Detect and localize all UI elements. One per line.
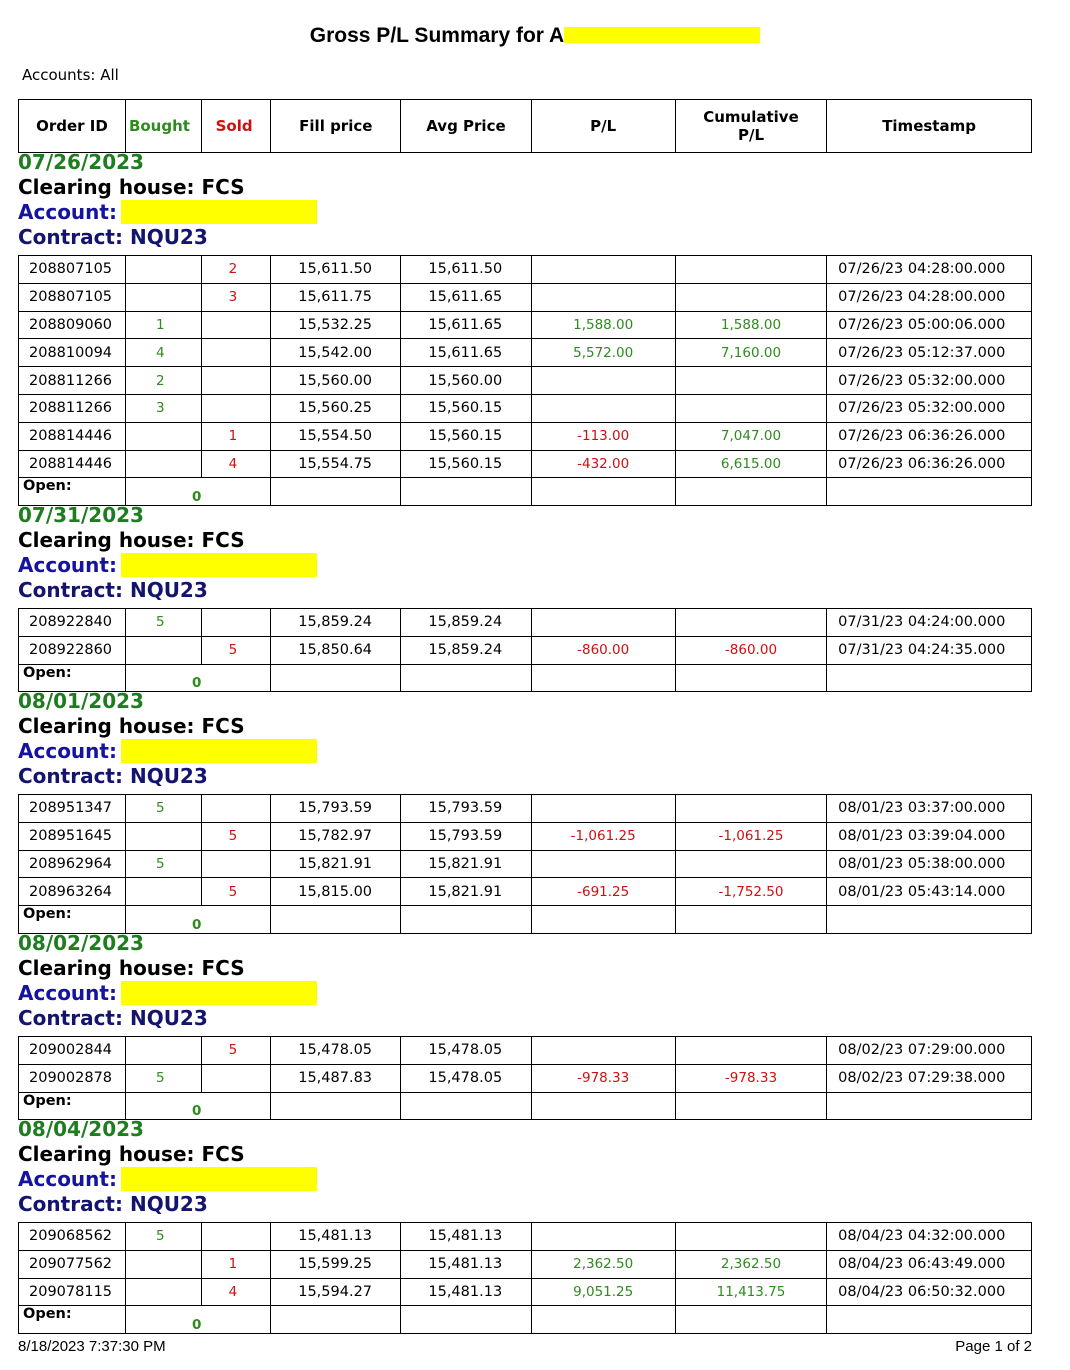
account-label: Account: (18, 981, 117, 1005)
col-cumulative-pl-line2: P/L (737, 126, 764, 144)
empty-cell (827, 664, 1032, 692)
redacted-account-highlight (121, 981, 317, 1005)
open-row (19, 906, 1032, 934)
header-table (18, 99, 1032, 153)
timestamp-cell: 08/04/23 06:43:49.000 (827, 1250, 1032, 1278)
order-id-cell: 208809060 (19, 311, 126, 339)
avg-price-cell: 15,481.13 (401, 1278, 531, 1306)
order-id-cell: 209002844 (19, 1037, 126, 1065)
open-row (19, 664, 1032, 692)
col-cumulative-pl (675, 100, 826, 153)
avg-price-cell: 15,793.59 (401, 795, 531, 823)
clearing-house-label: Clearing house: FCS (18, 175, 245, 199)
sold-cell (201, 367, 271, 395)
account-row (18, 1167, 317, 1192)
section-header (18, 931, 317, 1031)
timestamp-cell: 08/02/23 07:29:00.000 (827, 1037, 1032, 1065)
pl-cell (531, 609, 675, 637)
order-id-cell: 208807105 (19, 256, 126, 284)
clearing-house-label: Clearing house: FCS (18, 956, 245, 980)
table-row (19, 609, 1032, 637)
redacted-name-highlight (564, 27, 760, 43)
pl-cell: -978.33 (531, 1064, 675, 1092)
order-id-cell: 209002878 (19, 1064, 126, 1092)
cumulative-pl-cell: -860.00 (675, 636, 826, 664)
contract-label: Contract: NQU23 (18, 1192, 208, 1216)
sold-cell: 5 (201, 822, 271, 850)
avg-price-cell: 15,560.15 (401, 450, 531, 478)
sold-cell: 5 (201, 1037, 271, 1065)
empty-cell (271, 906, 401, 934)
open-label: Open: (19, 906, 126, 934)
table-row (19, 339, 1032, 367)
pl-cell (531, 1037, 675, 1065)
cumulative-pl-cell (675, 283, 826, 311)
section-date: 07/31/2023 (18, 503, 144, 527)
account-label: Account: (18, 553, 117, 577)
order-id-cell: 208922840 (19, 609, 126, 637)
accounts-filter-label: Accounts: All (22, 66, 119, 84)
fill-price-cell: 15,487.83 (271, 1064, 401, 1092)
avg-price-cell: 15,821.91 (401, 878, 531, 906)
timestamp-cell: 07/26/23 05:12:37.000 (827, 339, 1032, 367)
table-row (19, 450, 1032, 478)
pl-cell (531, 850, 675, 878)
pl-cell: 2,362.50 (531, 1250, 675, 1278)
table-row (19, 878, 1032, 906)
table-row (19, 822, 1032, 850)
cumulative-pl-cell: 1,588.00 (675, 311, 826, 339)
col-pl: P/L (531, 100, 675, 153)
contract-label: Contract: NQU23 (18, 764, 208, 788)
orders-table (18, 794, 1032, 934)
timestamp-cell: 08/04/23 06:50:32.000 (827, 1278, 1032, 1306)
section-header (18, 503, 317, 603)
avg-price-cell: 15,821.91 (401, 850, 531, 878)
contract-label: Contract: NQU23 (18, 225, 208, 249)
empty-cell (401, 1306, 531, 1334)
fill-price-cell: 15,542.00 (271, 339, 401, 367)
empty-cell (531, 1092, 675, 1120)
empty-cell (827, 906, 1032, 934)
sold-cell: 3 (201, 283, 271, 311)
avg-price-cell: 15,859.24 (401, 609, 531, 637)
avg-price-cell: 15,611.65 (401, 339, 531, 367)
avg-price-cell: 15,611.65 (401, 283, 531, 311)
section-header (18, 150, 317, 250)
fill-price-cell: 15,850.64 (271, 636, 401, 664)
clearing-house-label: Clearing house: FCS (18, 714, 245, 738)
sold-cell: 1 (201, 1250, 271, 1278)
clearing-house-label: Clearing house: FCS (18, 528, 245, 552)
timestamp-cell: 07/31/23 04:24:35.000 (827, 636, 1032, 664)
account-row (18, 981, 317, 1006)
report-title (0, 24, 1070, 48)
sold-cell (201, 609, 271, 637)
timestamp-cell: 07/26/23 06:36:26.000 (827, 422, 1032, 450)
empty-cell (531, 906, 675, 934)
order-id-cell: 208807105 (19, 283, 126, 311)
cumulative-pl-cell (675, 795, 826, 823)
section-date: 08/02/2023 (18, 931, 144, 955)
empty-cell (675, 478, 826, 506)
sold-cell (201, 339, 271, 367)
col-sold: Sold (201, 100, 271, 153)
contract-label: Contract: NQU23 (18, 1006, 208, 1030)
avg-price-cell: 15,478.05 (401, 1037, 531, 1065)
table-row (19, 394, 1032, 422)
timestamp-cell: 08/02/23 07:29:38.000 (827, 1064, 1032, 1092)
report-title-text: Gross P/L Summary for A (309, 24, 565, 47)
empty-cell (531, 478, 675, 506)
col-cumulative-pl-line1: Cumulative (703, 108, 799, 126)
timestamp-cell: 07/26/23 05:32:00.000 (827, 394, 1032, 422)
pl-cell: 5,572.00 (531, 339, 675, 367)
pl-cell (531, 394, 675, 422)
fill-price-cell: 15,554.75 (271, 450, 401, 478)
account-label: Account: (18, 739, 117, 763)
bought-cell: 5 (125, 609, 201, 637)
order-id-cell: 209077562 (19, 1250, 126, 1278)
table-row (19, 1278, 1032, 1306)
table-row (19, 256, 1032, 284)
pl-cell (531, 283, 675, 311)
bought-cell: 5 (125, 1223, 201, 1251)
pl-cell: -432.00 (531, 450, 675, 478)
cumulative-pl-cell: 11,413.75 (675, 1278, 826, 1306)
bought-cell: 2 (125, 367, 201, 395)
pl-cell: -113.00 (531, 422, 675, 450)
table-row (19, 422, 1032, 450)
cumulative-pl-cell: -978.33 (675, 1064, 826, 1092)
order-id-cell: 208814446 (19, 422, 126, 450)
sold-cell: 4 (201, 450, 271, 478)
fill-price-cell: 15,793.59 (271, 795, 401, 823)
cumulative-pl-cell (675, 850, 826, 878)
sold-cell (201, 850, 271, 878)
fill-price-cell: 15,560.25 (271, 394, 401, 422)
col-timestamp: Timestamp (827, 100, 1032, 153)
bought-cell (125, 1037, 201, 1065)
bought-cell: 5 (125, 850, 201, 878)
order-id-cell: 209068562 (19, 1223, 126, 1251)
cumulative-pl-cell (675, 1223, 826, 1251)
bought-cell (125, 822, 201, 850)
fill-price-cell: 15,560.00 (271, 367, 401, 395)
fill-price-cell: 15,815.00 (271, 878, 401, 906)
bought-cell (125, 1278, 201, 1306)
bought-cell: 5 (125, 795, 201, 823)
page-number: Page 1 of 2 (955, 1338, 1032, 1355)
order-id-cell: 208810094 (19, 339, 126, 367)
table-row (19, 636, 1032, 664)
cumulative-pl-cell: 7,160.00 (675, 339, 826, 367)
orders-table (18, 1036, 1032, 1120)
cumulative-pl-cell: -1,752.50 (675, 878, 826, 906)
clearing-house-label: Clearing house: FCS (18, 1142, 245, 1166)
open-value: 0 (125, 1306, 270, 1334)
order-id-cell: 208963264 (19, 878, 126, 906)
account-label: Account: (18, 200, 117, 224)
empty-cell (401, 906, 531, 934)
redacted-account-highlight (121, 553, 317, 577)
table-row (19, 795, 1032, 823)
bought-cell: 5 (125, 1064, 201, 1092)
timestamp-cell: 08/01/23 03:37:00.000 (827, 795, 1032, 823)
avg-price-cell: 15,611.50 (401, 256, 531, 284)
empty-cell (827, 478, 1032, 506)
open-label: Open: (19, 1092, 126, 1120)
cumulative-pl-cell: 7,047.00 (675, 422, 826, 450)
col-avg-price: Avg Price (401, 100, 531, 153)
cumulative-pl-cell (675, 256, 826, 284)
pl-cell (531, 367, 675, 395)
avg-price-cell: 15,859.24 (401, 636, 531, 664)
timestamp-cell: 07/31/23 04:24:00.000 (827, 609, 1032, 637)
avg-price-cell: 15,611.65 (401, 311, 531, 339)
timestamp-cell: 07/26/23 04:28:00.000 (827, 283, 1032, 311)
open-row (19, 1306, 1032, 1334)
bought-cell (125, 878, 201, 906)
pl-cell (531, 1223, 675, 1251)
fill-price-cell: 15,532.25 (271, 311, 401, 339)
table-row (19, 367, 1032, 395)
empty-cell (531, 664, 675, 692)
timestamp-cell: 08/01/23 05:38:00.000 (827, 850, 1032, 878)
empty-cell (827, 1306, 1032, 1334)
col-order-id: Order ID (19, 100, 126, 153)
account-row (18, 553, 317, 578)
timestamp-cell: 07/26/23 05:32:00.000 (827, 367, 1032, 395)
open-value: 0 (125, 1092, 270, 1120)
table-row (19, 311, 1032, 339)
empty-cell (827, 1092, 1032, 1120)
pl-cell: -691.25 (531, 878, 675, 906)
section-date: 08/04/2023 (18, 1117, 144, 1141)
sold-cell (201, 1064, 271, 1092)
bought-cell (125, 256, 201, 284)
sold-cell: 4 (201, 1278, 271, 1306)
redacted-account-highlight (121, 200, 317, 224)
order-id-cell: 208951645 (19, 822, 126, 850)
avg-price-cell: 15,560.00 (401, 367, 531, 395)
orders-table (18, 255, 1032, 506)
empty-cell (675, 664, 826, 692)
order-id-cell: 209078115 (19, 1278, 126, 1306)
sold-cell (201, 394, 271, 422)
fill-price-cell: 15,611.50 (271, 256, 401, 284)
empty-cell (271, 1092, 401, 1120)
empty-cell (675, 906, 826, 934)
open-row (19, 1092, 1032, 1120)
bought-cell (125, 283, 201, 311)
fill-price-cell: 15,481.13 (271, 1223, 401, 1251)
sold-cell (201, 311, 271, 339)
bought-cell (125, 422, 201, 450)
fill-price-cell: 15,599.25 (271, 1250, 401, 1278)
bought-cell (125, 450, 201, 478)
open-value: 0 (125, 478, 270, 506)
empty-cell (401, 478, 531, 506)
fill-price-cell: 15,554.50 (271, 422, 401, 450)
open-value: 0 (125, 664, 270, 692)
section-header (18, 689, 317, 789)
pl-cell: 1,588.00 (531, 311, 675, 339)
cumulative-pl-cell: 6,615.00 (675, 450, 826, 478)
table-row (19, 1250, 1032, 1278)
timestamp-cell: 07/26/23 04:28:00.000 (827, 256, 1032, 284)
open-label: Open: (19, 1306, 126, 1334)
pl-cell (531, 795, 675, 823)
sold-cell: 5 (201, 636, 271, 664)
sold-cell: 1 (201, 422, 271, 450)
orders-table (18, 1222, 1032, 1334)
printed-timestamp: 8/18/2023 7:37:30 PM (18, 1338, 166, 1355)
empty-cell (401, 1092, 531, 1120)
section-header (18, 1117, 317, 1217)
orders-table (18, 608, 1032, 692)
redacted-account-highlight (121, 739, 317, 763)
cumulative-pl-cell: -1,061.25 (675, 822, 826, 850)
open-row (19, 478, 1032, 506)
avg-price-cell: 15,793.59 (401, 822, 531, 850)
cumulative-pl-cell (675, 394, 826, 422)
pl-cell: -860.00 (531, 636, 675, 664)
pl-cell: 9,051.25 (531, 1278, 675, 1306)
bought-cell (125, 636, 201, 664)
account-row (18, 739, 317, 764)
col-bought: Bought (125, 100, 201, 153)
bought-cell: 3 (125, 394, 201, 422)
table-row (19, 1064, 1032, 1092)
order-id-cell: 208922860 (19, 636, 126, 664)
empty-cell (675, 1306, 826, 1334)
pl-cell (531, 256, 675, 284)
bought-cell: 1 (125, 311, 201, 339)
table-row (19, 850, 1032, 878)
avg-price-cell: 15,560.15 (401, 394, 531, 422)
avg-price-cell: 15,481.13 (401, 1250, 531, 1278)
timestamp-cell: 07/26/23 05:00:06.000 (827, 311, 1032, 339)
table-row (19, 1037, 1032, 1065)
open-value: 0 (125, 906, 270, 934)
pl-cell: -1,061.25 (531, 822, 675, 850)
sold-cell: 5 (201, 878, 271, 906)
avg-price-cell: 15,481.13 (401, 1223, 531, 1251)
order-id-cell: 208962964 (19, 850, 126, 878)
table-row (19, 1223, 1032, 1251)
col-fill-price: Fill price (271, 100, 401, 153)
sold-cell: 2 (201, 256, 271, 284)
cumulative-pl-cell: 2,362.50 (675, 1250, 826, 1278)
order-id-cell: 208811266 (19, 394, 126, 422)
section-date: 07/26/2023 (18, 150, 144, 174)
fill-price-cell: 15,782.97 (271, 822, 401, 850)
table-row (19, 283, 1032, 311)
cumulative-pl-cell (675, 1037, 826, 1065)
contract-label: Contract: NQU23 (18, 578, 208, 602)
fill-price-cell: 15,478.05 (271, 1037, 401, 1065)
bought-cell (125, 1250, 201, 1278)
timestamp-cell: 07/26/23 06:36:26.000 (827, 450, 1032, 478)
empty-cell (271, 664, 401, 692)
cumulative-pl-cell (675, 367, 826, 395)
cumulative-pl-cell (675, 609, 826, 637)
order-id-cell: 208814446 (19, 450, 126, 478)
fill-price-cell: 15,611.75 (271, 283, 401, 311)
sold-cell (201, 795, 271, 823)
timestamp-cell: 08/04/23 04:32:00.000 (827, 1223, 1032, 1251)
avg-price-cell: 15,478.05 (401, 1064, 531, 1092)
empty-cell (401, 664, 531, 692)
order-id-cell: 208811266 (19, 367, 126, 395)
bought-cell: 4 (125, 339, 201, 367)
fill-price-cell: 15,859.24 (271, 609, 401, 637)
open-label: Open: (19, 664, 126, 692)
account-label: Account: (18, 1167, 117, 1191)
redacted-account-highlight (121, 1167, 317, 1191)
empty-cell (271, 1306, 401, 1334)
avg-price-cell: 15,560.15 (401, 422, 531, 450)
fill-price-cell: 15,821.91 (271, 850, 401, 878)
order-id-cell: 208951347 (19, 795, 126, 823)
fill-price-cell: 15,594.27 (271, 1278, 401, 1306)
timestamp-cell: 08/01/23 05:43:14.000 (827, 878, 1032, 906)
empty-cell (675, 1092, 826, 1120)
empty-cell (531, 1306, 675, 1334)
timestamp-cell: 08/01/23 03:39:04.000 (827, 822, 1032, 850)
section-date: 08/01/2023 (18, 689, 144, 713)
sold-cell (201, 1223, 271, 1251)
empty-cell (271, 478, 401, 506)
account-row (18, 200, 317, 225)
open-label: Open: (19, 478, 126, 506)
